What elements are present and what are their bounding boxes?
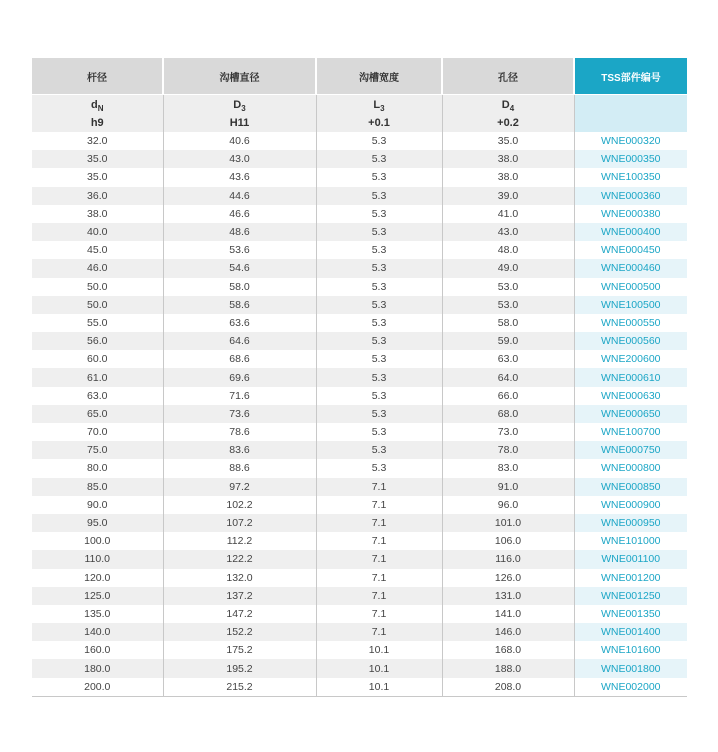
cell-groove-diameter: 195.2 <box>163 659 316 677</box>
cell-rod-diameter: 35.0 <box>32 168 163 186</box>
cell-groove-width: 5.3 <box>316 332 442 350</box>
cell-groove-diameter: 40.6 <box>163 132 316 150</box>
cell-groove-diameter: 44.6 <box>163 187 316 205</box>
cell-rod-diameter: 80.0 <box>32 459 163 477</box>
cell-bore-diameter: 168.0 <box>442 641 574 659</box>
cell-tss-part-number[interactable]: WNE101000 <box>600 535 661 548</box>
cell-groove-diameter: 68.6 <box>163 350 316 368</box>
cell-rod-diameter: 40.0 <box>32 223 163 241</box>
table-row <box>32 132 687 150</box>
cell-bore-diameter: 188.0 <box>442 659 574 677</box>
cell-bore-diameter: 116.0 <box>442 550 574 568</box>
cell-bore-diameter: 146.0 <box>442 623 574 641</box>
cell-bore-diameter: 63.0 <box>442 350 574 368</box>
cell-tss-part-number[interactable]: WNE000550 <box>600 316 661 329</box>
cell-tss-part-number[interactable]: WNE000850 <box>574 478 687 496</box>
subheader-groove-width <box>316 95 442 133</box>
table-row <box>32 332 687 350</box>
table-row <box>32 150 687 168</box>
cell-groove-width: 5.3 <box>316 132 442 150</box>
table-row <box>32 478 687 496</box>
cell-tss-part-number[interactable]: WNE000610 <box>574 368 687 386</box>
cell-groove-diameter: 43.0 <box>163 150 316 168</box>
cell-rod-diameter: 90.0 <box>32 496 163 514</box>
cell-tss-part-number[interactable]: WNE000650 <box>574 405 687 423</box>
tolerance-plus-0-1: +0.1 <box>368 116 390 129</box>
cell-groove-diameter: 152.2 <box>163 623 316 641</box>
cell-bore-diameter: 73.0 <box>442 423 574 441</box>
table-row <box>32 623 687 641</box>
cell-bore-diameter: 48.0 <box>442 241 574 259</box>
cell-bore-diameter: 83.0 <box>442 459 574 477</box>
table-row <box>32 368 687 386</box>
cell-rod-diameter: 50.0 <box>32 278 163 296</box>
cell-bore-diameter: 96.0 <box>442 496 574 514</box>
cell-groove-diameter: 78.6 <box>163 423 316 441</box>
header-tss-part-number: TSS部件编号 <box>574 58 687 95</box>
cell-groove-diameter: 53.6 <box>163 241 316 259</box>
cell-tss-part-number[interactable]: WNE001200 <box>600 571 661 584</box>
cell-groove-diameter: 97.2 <box>163 478 316 496</box>
cell-rod-diameter: 50.0 <box>32 296 163 314</box>
cell-tss-part-number[interactable]: WNE001100 <box>574 550 687 568</box>
header-bore-diameter: 孔径 <box>442 58 574 95</box>
symbol-d4: D <box>501 98 510 111</box>
cell-groove-diameter: 137.2 <box>163 587 316 605</box>
table-row <box>32 350 687 368</box>
cell-tss-part-number[interactable]: WNE000500 <box>600 280 661 293</box>
cell-tss-part-number[interactable]: WNE101600 <box>600 644 661 657</box>
cell-groove-width: 7.1 <box>316 587 442 605</box>
cell-groove-diameter: 46.6 <box>163 205 316 223</box>
cell-rod-diameter: 32.0 <box>32 132 163 150</box>
header-groove-width: 沟槽宽度 <box>316 58 442 95</box>
cell-rod-diameter: 140.0 <box>32 623 163 641</box>
cell-bore-diameter: 38.0 <box>442 150 574 168</box>
cell-groove-width: 10.1 <box>316 659 442 677</box>
cell-rod-diameter: 85.0 <box>32 478 163 496</box>
cell-tss-part-number[interactable]: WNE200600 <box>600 353 661 366</box>
cell-groove-width: 5.3 <box>316 259 442 277</box>
cell-bore-diameter: 59.0 <box>442 332 574 350</box>
cell-groove-diameter: 58.0 <box>163 278 316 296</box>
cell-bore-diameter: 91.0 <box>442 478 574 496</box>
table-row <box>32 168 687 186</box>
cell-groove-width: 5.3 <box>316 350 442 368</box>
cell-groove-width: 10.1 <box>316 678 442 697</box>
table-row <box>32 514 687 532</box>
cell-groove-width: 5.3 <box>316 368 442 386</box>
cell-tss-part-number[interactable]: WNE000460 <box>574 259 687 277</box>
table-row <box>32 496 687 514</box>
table-row <box>32 205 687 223</box>
symbol-d3: D <box>233 98 242 111</box>
cell-bore-diameter: 41.0 <box>442 205 574 223</box>
table-row <box>32 550 687 568</box>
table-row <box>32 223 687 241</box>
cell-tss-part-number[interactable]: WNE000450 <box>600 244 661 257</box>
table-row <box>32 605 687 623</box>
cell-tss-part-number[interactable]: WNE000360 <box>574 187 687 205</box>
cell-bore-diameter: 38.0 <box>442 168 574 186</box>
cell-rod-diameter: 60.0 <box>32 350 163 368</box>
cell-tss-part-number[interactable]: WNE001800 <box>574 659 687 677</box>
cell-bore-diameter: 101.0 <box>442 514 574 532</box>
tolerance-h11: H11 <box>229 116 250 129</box>
cell-groove-width: 5.3 <box>316 296 442 314</box>
cell-bore-diameter: 53.0 <box>442 296 574 314</box>
table-row <box>32 659 687 677</box>
cell-groove-diameter: 132.0 <box>163 569 316 587</box>
cell-rod-diameter: 95.0 <box>32 514 163 532</box>
cell-groove-width: 7.1 <box>316 569 442 587</box>
table-row <box>32 587 687 605</box>
cell-tss-part-number[interactable]: WNE000320 <box>600 135 661 148</box>
cell-rod-diameter: 180.0 <box>32 659 163 677</box>
cell-bore-diameter: 68.0 <box>442 405 574 423</box>
table-row <box>32 187 687 205</box>
cell-tss-part-number[interactable]: WNE001400 <box>574 623 687 641</box>
cell-groove-width: 5.3 <box>316 423 442 441</box>
cell-bore-diameter: 58.0 <box>442 314 574 332</box>
cell-bore-diameter: 141.0 <box>442 605 574 623</box>
cell-groove-diameter: 48.6 <box>163 223 316 241</box>
cell-rod-diameter: 36.0 <box>32 187 163 205</box>
cell-groove-width: 5.3 <box>316 168 442 186</box>
table-row <box>32 387 687 405</box>
table-row <box>32 641 687 659</box>
table-row <box>32 259 687 277</box>
cell-groove-width: 5.3 <box>316 187 442 205</box>
header-groove-diameter: 沟槽直径 <box>163 58 316 95</box>
cell-groove-width: 7.1 <box>316 478 442 496</box>
cell-groove-width: 10.1 <box>316 641 442 659</box>
symbol-l3: L <box>373 98 381 111</box>
table-row <box>32 278 687 296</box>
dimensions-table-container <box>32 58 687 697</box>
cell-bore-diameter: 43.0 <box>442 223 574 241</box>
table-row <box>32 423 687 441</box>
table-subheader-row <box>32 95 687 133</box>
cell-bore-diameter: 106.0 <box>442 532 574 550</box>
header-rod-diameter: 杆径 <box>32 58 163 95</box>
cell-groove-width: 7.1 <box>316 623 442 641</box>
cell-bore-diameter: 78.0 <box>442 441 574 459</box>
cell-bore-diameter: 64.0 <box>442 368 574 386</box>
cell-tss-part-number[interactable]: WNE000800 <box>600 462 661 475</box>
cell-tss-part-number[interactable]: WNE000950 <box>574 514 687 532</box>
cell-bore-diameter: 131.0 <box>442 587 574 605</box>
cell-rod-diameter: 110.0 <box>32 550 163 568</box>
table-header-row <box>32 58 687 95</box>
table-row <box>32 678 687 697</box>
cell-rod-diameter: 55.0 <box>32 314 163 332</box>
cell-bore-diameter: 66.0 <box>442 387 574 405</box>
tolerance-plus-0-2: +0.2 <box>497 116 519 129</box>
symbol-dn-sub: N <box>97 103 104 113</box>
cell-groove-width: 5.3 <box>316 387 442 405</box>
cell-tss-part-number[interactable]: WNE100700 <box>600 426 661 439</box>
dimensions-table <box>32 58 687 697</box>
cell-groove-width: 5.3 <box>316 314 442 332</box>
cell-groove-diameter: 69.6 <box>163 368 316 386</box>
cell-groove-diameter: 58.6 <box>163 296 316 314</box>
cell-groove-width: 5.3 <box>316 241 442 259</box>
cell-groove-diameter: 71.6 <box>163 387 316 405</box>
cell-rod-diameter: 125.0 <box>32 587 163 605</box>
cell-groove-width: 5.3 <box>316 205 442 223</box>
table-body <box>32 132 687 696</box>
cell-groove-diameter: 54.6 <box>163 259 316 277</box>
cell-groove-width: 7.1 <box>316 496 442 514</box>
cell-bore-diameter: 39.0 <box>442 187 574 205</box>
cell-groove-width: 7.1 <box>316 532 442 550</box>
table-row <box>32 405 687 423</box>
cell-tss-part-number[interactable]: WNE002000 <box>574 678 687 697</box>
table-row <box>32 314 687 332</box>
symbol-dn: d <box>90 98 98 111</box>
cell-rod-diameter: 63.0 <box>32 387 163 405</box>
cell-groove-diameter: 88.6 <box>163 459 316 477</box>
cell-rod-diameter: 46.0 <box>32 259 163 277</box>
cell-bore-diameter: 35.0 <box>442 132 574 150</box>
cell-tss-part-number[interactable]: WNE000750 <box>574 441 687 459</box>
table-row <box>32 569 687 587</box>
cell-groove-diameter: 63.6 <box>163 314 316 332</box>
cell-tss-part-number[interactable]: WNE000350 <box>574 150 687 168</box>
cell-groove-diameter: 73.6 <box>163 405 316 423</box>
cell-groove-width: 5.3 <box>316 405 442 423</box>
cell-groove-diameter: 43.6 <box>163 168 316 186</box>
subheader-tss-blank <box>574 95 687 133</box>
symbol-d3-sub: 3 <box>241 103 246 113</box>
cell-rod-diameter: 65.0 <box>32 405 163 423</box>
cell-rod-diameter: 56.0 <box>32 332 163 350</box>
cell-tss-part-number[interactable]: WNE000560 <box>574 332 687 350</box>
cell-groove-diameter: 215.2 <box>163 678 316 697</box>
cell-rod-diameter: 160.0 <box>32 641 163 659</box>
cell-rod-diameter: 100.0 <box>32 532 163 550</box>
cell-tss-part-number[interactable]: WNE001350 <box>600 607 661 620</box>
cell-groove-diameter: 107.2 <box>163 514 316 532</box>
cell-groove-diameter: 147.2 <box>163 605 316 623</box>
cell-groove-width: 5.3 <box>316 223 442 241</box>
cell-rod-diameter: 135.0 <box>32 605 163 623</box>
table-row <box>32 241 687 259</box>
cell-tss-part-number[interactable]: WNE000400 <box>574 223 687 241</box>
cell-rod-diameter: 75.0 <box>32 441 163 459</box>
cell-rod-diameter: 70.0 <box>32 423 163 441</box>
cell-bore-diameter: 126.0 <box>442 569 574 587</box>
table-row <box>32 296 687 314</box>
symbol-l3-sub: 3 <box>380 103 385 113</box>
table-row <box>32 441 687 459</box>
cell-groove-width: 7.1 <box>316 550 442 568</box>
cell-rod-diameter: 35.0 <box>32 150 163 168</box>
cell-groove-width: 5.3 <box>316 278 442 296</box>
cell-tss-part-number[interactable]: WNE100500 <box>574 296 687 314</box>
cell-rod-diameter: 61.0 <box>32 368 163 386</box>
cell-groove-width: 7.1 <box>316 514 442 532</box>
subheader-rod-diameter <box>32 95 163 133</box>
cell-groove-diameter: 64.6 <box>163 332 316 350</box>
cell-tss-part-number[interactable]: WNE000380 <box>600 207 661 220</box>
cell-groove-width: 5.3 <box>316 441 442 459</box>
symbol-d4-sub: 4 <box>509 103 515 113</box>
subheader-bore-diameter <box>442 95 574 133</box>
cell-groove-diameter: 112.2 <box>163 532 316 550</box>
cell-groove-diameter: 175.2 <box>163 641 316 659</box>
subheader-groove-diameter <box>163 95 316 133</box>
cell-bore-diameter: 53.0 <box>442 278 574 296</box>
cell-rod-diameter: 45.0 <box>32 241 163 259</box>
cell-groove-width: 5.3 <box>316 459 442 477</box>
cell-groove-diameter: 102.2 <box>163 496 316 514</box>
cell-tss-part-number[interactable]: WNE001250 <box>574 587 687 605</box>
cell-tss-part-number[interactable]: WNE000900 <box>600 498 661 511</box>
cell-groove-diameter: 122.2 <box>163 550 316 568</box>
cell-bore-diameter: 208.0 <box>442 678 574 697</box>
cell-groove-width: 7.1 <box>316 605 442 623</box>
cell-rod-diameter: 38.0 <box>32 205 163 223</box>
table-row <box>32 532 687 550</box>
cell-groove-diameter: 83.6 <box>163 441 316 459</box>
cell-rod-diameter: 200.0 <box>32 678 163 697</box>
cell-tss-part-number[interactable]: WNE100350 <box>600 171 661 184</box>
cell-rod-diameter: 120.0 <box>32 569 163 587</box>
cell-tss-part-number[interactable]: WNE000630 <box>600 389 661 402</box>
table-row <box>32 459 687 477</box>
cell-groove-width: 5.3 <box>316 150 442 168</box>
tolerance-h9: h9 <box>90 116 104 129</box>
cell-bore-diameter: 49.0 <box>442 259 574 277</box>
